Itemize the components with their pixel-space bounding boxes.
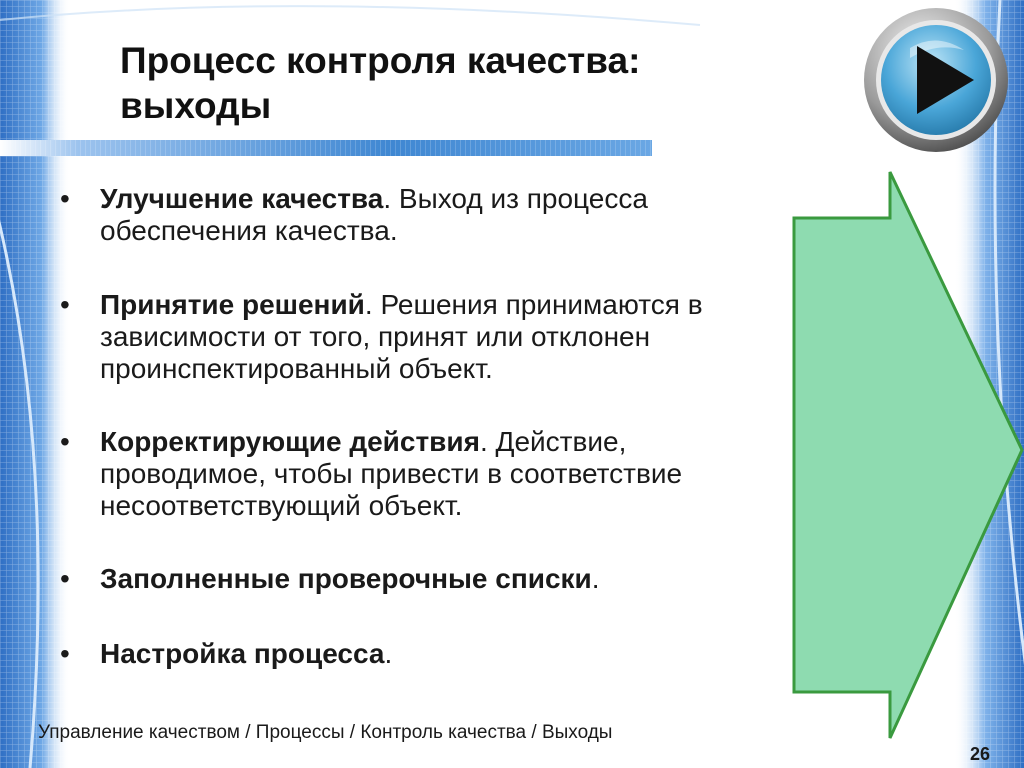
slide-title [120,38,840,128]
footer-breadcrumb: Управление качеством / Процессы / Контроль качества / Выходы [38,722,613,743]
bullet-dot: • [60,289,70,320]
bullet-text: . [591,563,600,594]
bullet-item [60,638,800,670]
green-arrow-shape [790,168,1024,742]
bullet-text: . Выход из процесса обеспечения качества. [100,183,648,246]
bullet-item [60,183,800,247]
title-line-1: Процесс контроля качества: [120,40,641,81]
title-underline-bar [0,140,652,156]
play-icon [862,6,1010,154]
bullet-heading: Корректирующие действия [100,426,480,457]
bullet-text: . Действие, проводимое, чтобы привести в соответствие несоответствующий объект. [100,426,683,521]
bullet-heading: Заполненные проверочные списки [100,563,592,594]
bullet-dot: • [60,638,70,669]
bullet-dot: • [60,426,70,457]
bullet-item [60,426,800,522]
bullet-item [60,563,800,595]
page-number: 26 [970,744,991,764]
bullet-dot: • [60,183,70,214]
bullet-heading: Принятие решений [100,289,365,320]
title-line-2: выходы [120,85,272,126]
bullet-heading: Улучшение качества [100,183,384,214]
play-button[interactable] [862,6,1010,154]
bullet-text: . [384,638,393,669]
bullet-item [60,289,800,385]
bullet-dot: • [60,563,70,594]
bullet-heading: Настройка процесса [100,638,385,669]
bullet-text: . Решения принимаются в зависимости от того, принят или отклонен проинспектированный объект. [100,289,703,384]
